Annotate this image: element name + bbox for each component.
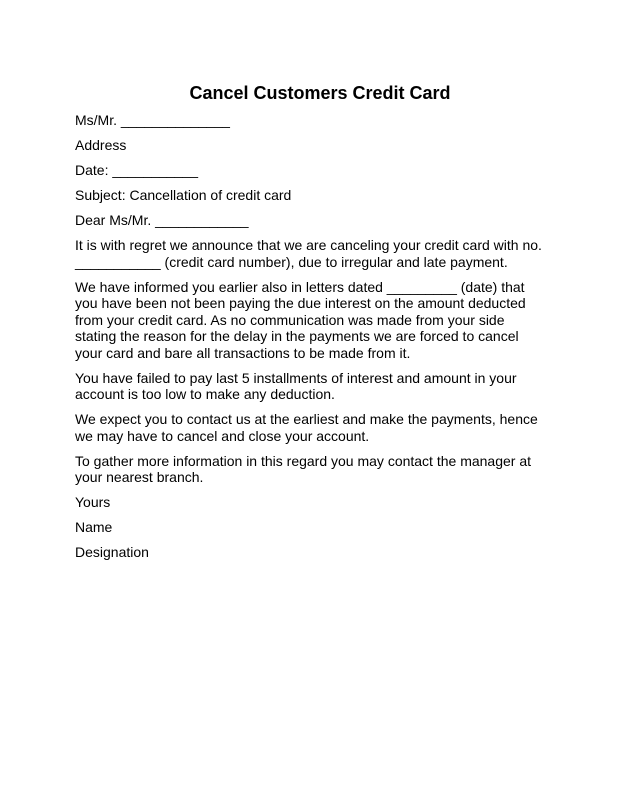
paragraph-3-line-2: account is too low to make any deduction. bbox=[75, 386, 335, 402]
letter-body bbox=[75, 112, 575, 569]
paragraph-2 bbox=[75, 279, 575, 362]
greeting-line: Dear Ms/Mr. ____________ bbox=[75, 212, 249, 228]
designation-line: Designation bbox=[75, 544, 149, 560]
date-line: Date: ___________ bbox=[75, 162, 198, 178]
paragraph-2-line-4: stating the reason for the delay in the payments we are forced to cancel bbox=[75, 328, 519, 344]
paragraph-4-line-2: we may have to cancel and close your account. bbox=[75, 427, 370, 444]
paragraph-3-line-1: You have failed to pay last 5 installments of interest and amount in your bbox=[75, 369, 517, 386]
paragraph-5-line-1: To gather more information in this regard you may contact the manager at bbox=[75, 452, 532, 469]
closing-line: Yours bbox=[75, 494, 111, 510]
paragraph-1-line-1: It is with regret we announce that we are canceling your credit card with no. bbox=[75, 237, 542, 253]
paragraph-2-line-2: you have been not been paying the due interest on the amount deducted bbox=[75, 295, 526, 311]
paragraph-2-line-3: from your credit card. As no communication was made from your side bbox=[75, 311, 505, 328]
paragraph-1-line-2: ___________ (credit card number), due to irregular and late payment. bbox=[75, 253, 508, 270]
recipient-line: Ms/Mr. ______________ bbox=[75, 112, 230, 128]
subject-line: Subject: Cancellation of credit card bbox=[75, 187, 292, 203]
paragraph-1 bbox=[75, 237, 575, 270]
paragraph-3 bbox=[75, 370, 575, 403]
paragraph-5 bbox=[75, 453, 575, 486]
paragraph-4 bbox=[75, 411, 575, 444]
paragraph-2-line-1: We have informed you earlier also in letters dated _________ (date) that bbox=[75, 278, 525, 295]
paragraph-5-line-2: your nearest branch. bbox=[75, 469, 204, 485]
paragraph-2-line-5: your card and bare all transactions to be made from it. bbox=[75, 344, 411, 361]
letter-title: Cancel Customers Credit Card bbox=[189, 83, 451, 103]
address-line: Address bbox=[75, 137, 127, 153]
name-line: Name bbox=[75, 519, 113, 535]
paragraph-4-line-1: We expect you to contact us at the earliest and make the payments, hence bbox=[75, 411, 538, 427]
